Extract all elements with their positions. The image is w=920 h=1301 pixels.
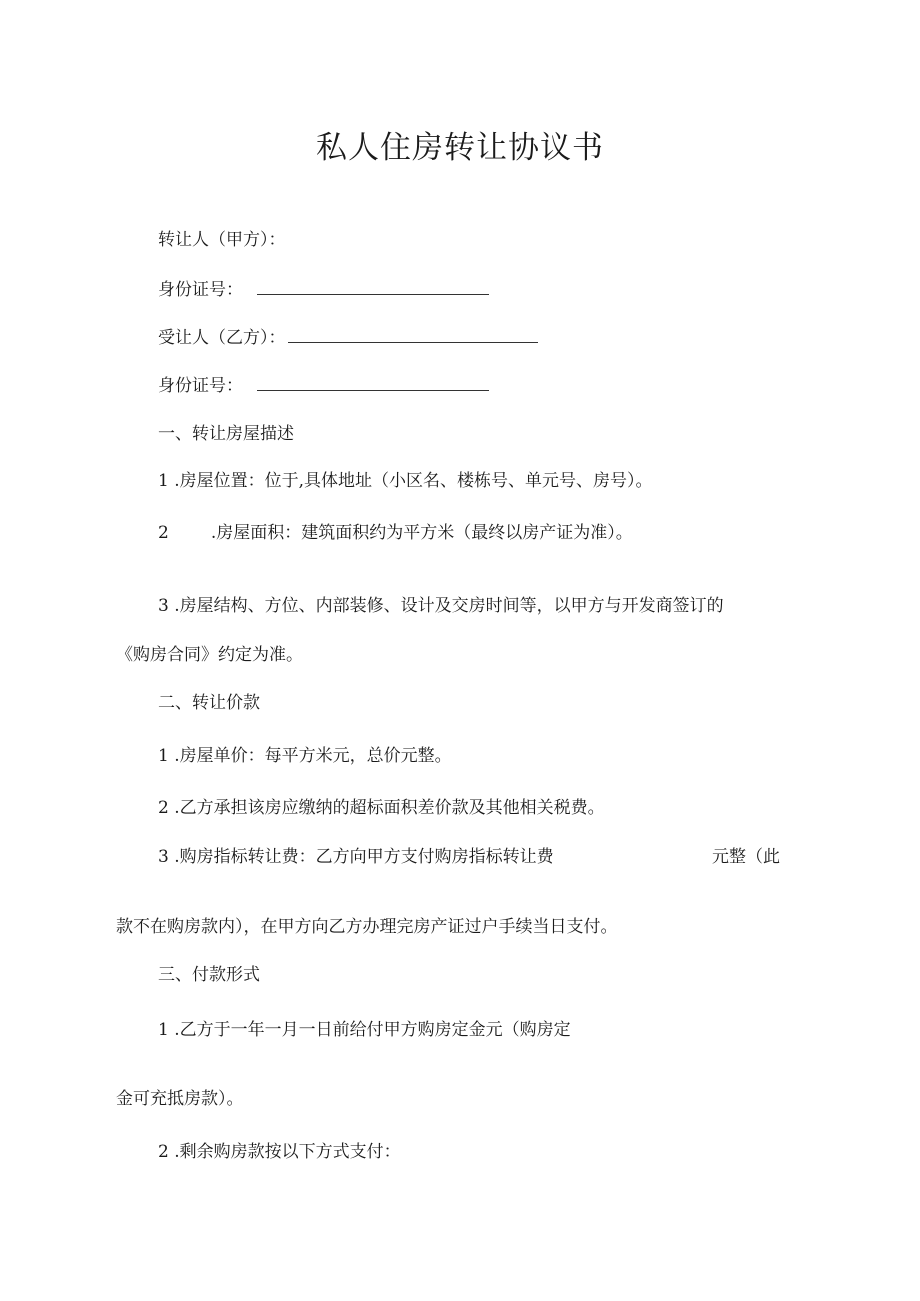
section3-heading: 三、付款形式 [158, 965, 260, 985]
section1-item2-text: .房屋面积：建筑面积约为平方米（最终以房产证为准）。 [210, 523, 633, 543]
section3-item2: 2 .剩余购房款按以下方式支付： [158, 1142, 401, 1162]
section2-item2: 2 .乙方承担该房应缴纳的超标面积差价款及其他相关税费。 [158, 798, 605, 818]
document-title: 私人住房转让协议书 [316, 130, 604, 166]
transferee-blank[interactable] [288, 325, 538, 343]
section1-heading: 一、转让房屋描述 [158, 424, 294, 444]
section1-item3-line2: 《购房合同》约定为准。 [116, 645, 303, 665]
section2-item3-line2: 款不在购房款内），在甲方向乙方办理完房产证过户手续当日支付。 [116, 917, 618, 937]
section2-heading: 二、转让价款 [158, 693, 260, 713]
section2-item1: 1 .房屋单价：每平方米元，总价元整。 [158, 746, 452, 766]
section1-item2 [158, 521, 633, 545]
transferor-line [158, 228, 286, 252]
transferor-id-blank[interactable] [257, 277, 489, 295]
section1-item1: 1 .房屋位置：位于,具体地址（小区名、楼栋号、单元号、房号）。 [158, 471, 653, 491]
transferee-line [158, 325, 538, 350]
section3-item1-line1: 1 .乙方于一年一月一日前给付甲方购房定金元（购房定 [158, 1020, 571, 1040]
transferee-id-blank[interactable] [257, 373, 489, 391]
transferee-id-label: 身份证号： [158, 376, 243, 396]
transferor-label: 转让人（甲方）： [158, 230, 286, 250]
section1-item3-line1: 3 .房屋结构、方位、内部装修、设计及交房时间等，以甲方与开发商签订的 [158, 596, 724, 616]
section2-item3-part2: 元整（此 [712, 847, 780, 867]
transferee-id-line [158, 373, 489, 398]
transferor-id-label: 身份证号： [158, 280, 243, 300]
section3-item1-line2: 金可充抵房款）。 [116, 1089, 244, 1109]
section2-item3-part1: 3 .购房指标转让费：乙方向甲方支付购房指标转让费 [158, 847, 554, 867]
transferee-label: 受让人（乙方）： [158, 328, 286, 348]
transferor-id-line [158, 277, 489, 302]
section1-item2-number: 2 [158, 523, 169, 543]
